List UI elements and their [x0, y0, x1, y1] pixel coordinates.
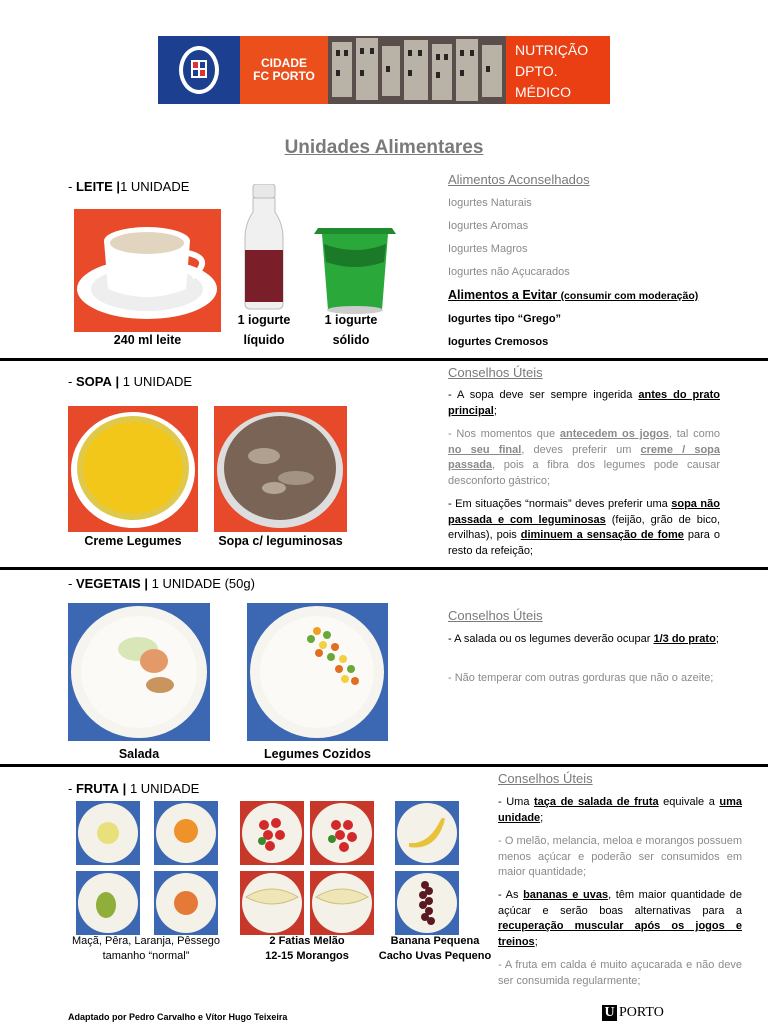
fruta-heading-bold: FRUTA	[75, 781, 120, 796]
sopa-conselho-2: - Nos momentos que antecedem os jogos, tal como no seu final, deves preferir um creme / sopa passada, pois a fibra dos legumes pode causar desconforto gástrico;	[448, 428, 721, 487]
caption-iogurte-liquido: 1 iogurte líquido	[237, 313, 291, 347]
caption-sopa-leguminosas: Sopa c/ leguminosas	[218, 534, 343, 548]
fruta-conselho-4: - A fruta em calda é muito açucarada e não deve ser consumida regularmente;	[498, 959, 742, 987]
leite-heading-rest: 1 UNIDADE	[120, 179, 190, 194]
orange-image	[154, 801, 218, 865]
banana-image	[395, 801, 459, 865]
fruta-heading-rest: 1 UNIDADE	[129, 781, 200, 796]
evitar-note: (consumir com moderação)	[560, 290, 699, 302]
caption-iogurte-solido: 1 iogurte sólido	[324, 313, 378, 347]
leite-heading: - LEITE |1 UNIDADE	[68, 179, 190, 194]
evitar-item: Iogurtes Cremosos	[448, 336, 549, 348]
caption-creme-legumes: Creme Legumes	[84, 534, 182, 548]
fruta-conselho-3: - As bananas e uvas, têm maior quantidade de açúcar e serão boas alternativas para a recuperação muscular após os jogos e treinos;	[498, 889, 742, 948]
vegetais-heading-bold: VEGETAIS	[75, 576, 141, 591]
aconselhado-item: Iogurtes Magros	[448, 243, 528, 255]
city-photo	[328, 36, 506, 104]
fc-porto-crest-icon	[158, 36, 240, 104]
club-name: CIDADE FC PORTO	[253, 56, 315, 83]
vegetais-conselho-1: - A salada ou os legumes deverão ocupar 1/3 do prato;	[448, 633, 719, 645]
dept-line-2: DPTO.	[515, 63, 558, 79]
vegetais-conselhos-title: Conselhos Úteis	[448, 608, 543, 623]
legumes-cozidos-image	[247, 603, 388, 741]
aconselhado-item: Iogurtes Aromas	[448, 220, 529, 232]
fruta-conselho-2: - O melão, melancia, meloa e morangos possuem menos açúcar e poderão ser consumidos em maior quantidade;	[498, 835, 742, 878]
section-divider	[0, 358, 768, 361]
melon-slice-image-2	[310, 871, 374, 935]
aconselhado-item: Iogurtes Naturais	[448, 197, 532, 209]
cidade-fc-porto-logo	[240, 36, 328, 104]
aconselhados-title: Alimentos Aconselhados	[448, 172, 590, 187]
strawberries-image-2	[310, 801, 374, 865]
caption-fruits-2: 2 Fatias Melão 12-15 Morangos	[265, 935, 349, 962]
fruta-conselho-1: - Uma taça de salada de fruta equivale a uma unidade;	[498, 796, 742, 824]
caption-salada: Salada	[118, 747, 160, 761]
fruta-conselhos-title: Conselhos Úteis	[498, 771, 593, 786]
header-banner	[158, 36, 610, 104]
uporto-logo	[602, 1005, 664, 1021]
sopa-heading: - SOPA | 1 UNIDADE	[68, 374, 193, 389]
caption-legumes-cozidos: Legumes Cozidos	[264, 747, 371, 761]
grapes-image	[395, 871, 459, 935]
sopa-heading-bold: SOPA	[75, 374, 112, 389]
solid-yogurt-cup-image	[312, 222, 398, 314]
sopa-conselho-1: - A sopa deve ser sempre ingerida antes do prato principal;	[448, 389, 721, 417]
salada-image	[68, 603, 210, 741]
peach-image	[154, 871, 218, 935]
fruta-heading: - FRUTA | 1 UNIDADE	[68, 781, 200, 796]
caption-fruits-1: Maçã, Pêra, Laranja, Pêssego tamanho “normal”	[72, 935, 220, 962]
vegetais-conselho-2: - Não temperar com outras gorduras que não o azeite;	[448, 672, 714, 684]
sopa-conselhos-title: Conselhos Úteis	[448, 365, 543, 380]
vegetais-heading: - VEGETAIS | 1 UNIDADE (50g)	[68, 576, 255, 591]
liquid-yogurt-bottle-image	[241, 184, 287, 310]
caption-leite: 240 ml leite	[113, 333, 182, 347]
dept-line-3: MÉDICO	[515, 84, 571, 100]
uporto-logo-letter: U	[602, 1005, 617, 1021]
footer-credit: Adaptado por Pedro Carvalho e Vítor Hugo Teixeira	[68, 1012, 288, 1022]
evitar-title: Alimentos a Evitar (consumir com moderação)	[448, 288, 699, 302]
dept-label	[506, 36, 610, 104]
aconselhado-item: Iogurtes não Açucarados	[448, 266, 570, 278]
section-divider	[0, 567, 768, 570]
melon-slice-image	[240, 871, 304, 935]
sopa-conselho-3: - Em situações “normais” deves preferir uma sopa não passada e com leguminosas (feijão, grão de bico, ervilhas), pois diminuem a sensação de fome para o resto da refeição;	[448, 498, 721, 557]
sopa-heading-rest: 1 UNIDADE	[122, 374, 193, 389]
sopa-leguminosas-image	[214, 406, 347, 532]
milk-cup-image	[74, 209, 221, 332]
dept-line-1: NUTRIÇÃO	[515, 42, 589, 58]
apple-image	[76, 801, 140, 865]
pear-image	[76, 871, 140, 935]
creme-legumes-image	[68, 406, 198, 532]
vegetais-heading-rest: 1 UNIDADE (50g)	[151, 576, 255, 591]
section-divider	[0, 764, 768, 767]
leite-heading-bold: LEITE	[75, 179, 113, 194]
page-title: Unidades Alimentares	[284, 137, 484, 158]
caption-fruits-3: Banana Pequena Cacho Uvas Pequeno	[378, 935, 492, 962]
uporto-logo-text: PORTO	[619, 1005, 664, 1020]
strawberries-image	[240, 801, 304, 865]
evitar-item: Iogurtes tipo “Grego”	[448, 313, 562, 325]
